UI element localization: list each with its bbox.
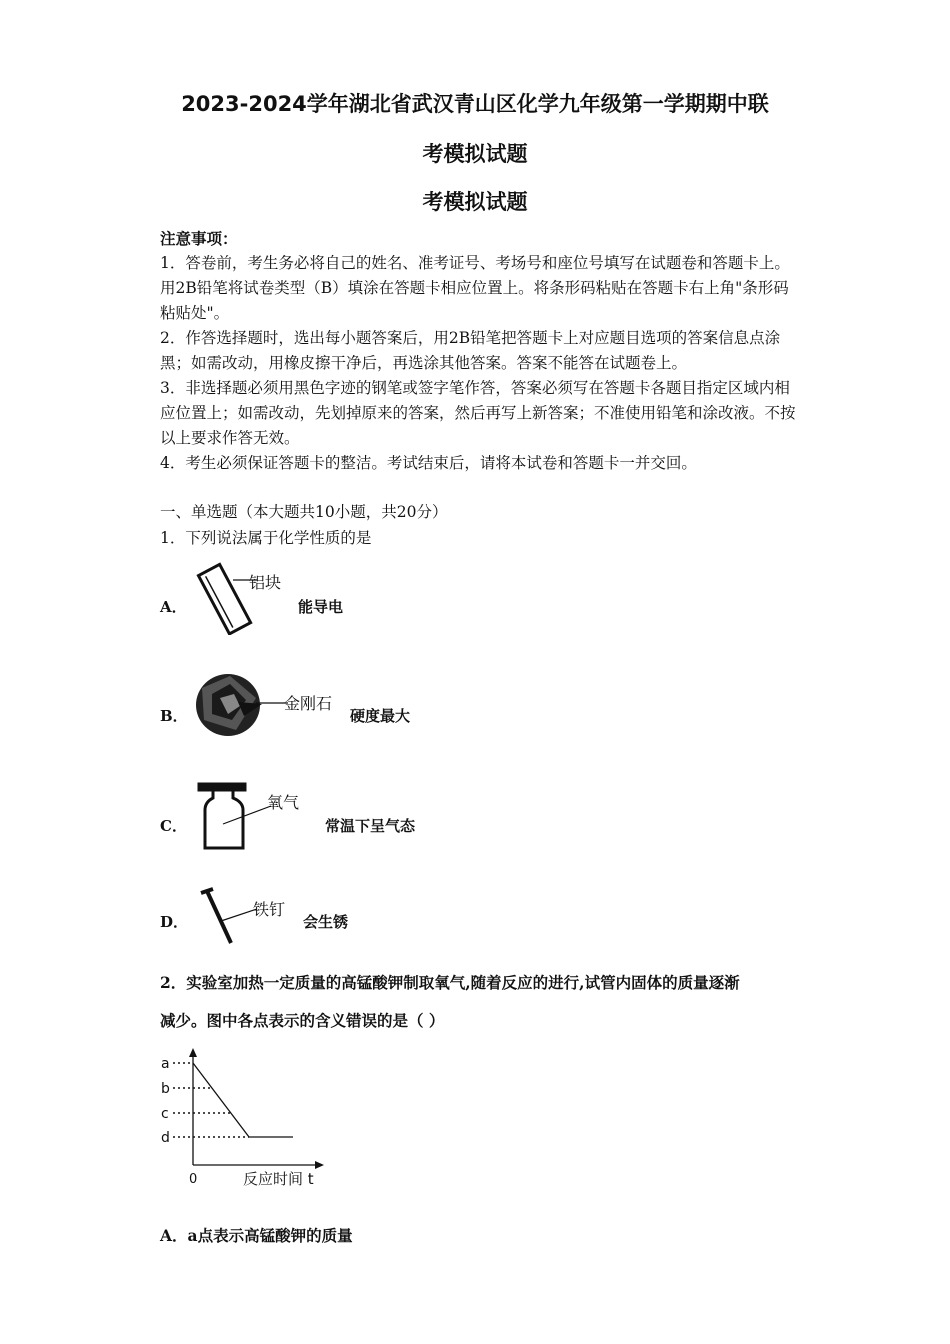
diamond-icon: [196, 674, 262, 736]
option-d-letter: D．: [160, 913, 189, 931]
question-2-line1: 2．实验室加热一定质量的高锰酸钾制取氧气,随着反应的进行,试管内固体的质量逐渐: [160, 973, 740, 992]
option-c-text: 常温下呈气态: [325, 817, 416, 835]
option-b-label: 金刚石: [284, 694, 333, 713]
option-c-letter: C．: [160, 817, 187, 835]
y-label-a: a: [161, 1056, 170, 1072]
x-axis-arrow: [315, 1161, 324, 1169]
section-heading: 一、单选题（本大题共10小题，共20分）: [160, 503, 448, 521]
mass-time-graph: [155, 1045, 345, 1190]
option-b-letter: B．: [160, 707, 188, 725]
option-a-letter: A．: [160, 598, 187, 616]
note-item: 2．作答选择题时，选出每小题答案后，用2B铅笔把答题卡上对应题目选项的答案信息点涂黑；如需改动，用橡皮擦干净后，再选涂其他答案。答案不能答在试题卷上。: [160, 329, 781, 372]
y-label-b: b: [161, 1081, 170, 1097]
note-item: 3．非选择题必须用黑色字迹的钢笔或签字笔作答，答案必须写在答题卡各题目指定区域内相应位置上；如需改动，先划掉原来的答案，然后再写上新答案；不准使用铅笔和涂改液。不按以上要求作答无效。: [160, 379, 796, 447]
question-1-stem: 1．下列说法属于化学性质的是: [160, 529, 372, 547]
origin-label: 0: [189, 1172, 198, 1187]
exam-title-line3: 考模拟试题: [422, 190, 528, 214]
notes-block: [160, 226, 800, 476]
option-d-text: 会生锈: [303, 913, 349, 931]
y-label-c: c: [161, 1106, 169, 1122]
gas-bottle-icon: [199, 784, 245, 848]
y-label-d: d: [161, 1130, 170, 1146]
mass-curve: [193, 1063, 293, 1137]
option-b-text: 硬度最大: [350, 707, 411, 725]
note-item: 4．考生必须保证答题卡的整洁。考试结束后，请将本试卷和答题卡一并交回。: [160, 454, 697, 472]
x-axis-label: 反应时间 t: [243, 1170, 314, 1188]
y-axis-arrow: [189, 1048, 197, 1057]
iron-nail-icon: [201, 889, 231, 943]
option-c-label: 氧气: [267, 793, 300, 812]
diamond-figure: [190, 668, 350, 743]
question-2-option-a: A．a点表示高锰酸钾的质量: [160, 1226, 353, 1245]
exam-title-line1: 2023-2024学年湖北省武汉青山区化学九年级第一学期期中联: [181, 92, 769, 116]
option-a-text: 能导电: [298, 598, 344, 616]
note-item: 1．答卷前，考生务必将自己的姓名、准考证号、考场号和座位号填写在试题卷和答题卡上。用2B铅笔将试卷类型（B）填涂在答题卡相应位置上。将条形码粘贴在答题卡右上角"条形码粘贴处"。: [160, 254, 790, 322]
option-a-label: 铝块: [249, 573, 282, 592]
question-2-line2: 减少。图中各点表示的含义错误的是（ ）: [160, 1011, 445, 1030]
notes-heading: 注意事项：: [160, 229, 238, 248]
exam-title-line2: 考模拟试题: [422, 142, 528, 166]
oxygen-bottle-figure: [195, 780, 320, 855]
question-2-stem: [160, 964, 800, 1040]
aluminium-block-figure: [185, 560, 295, 635]
aluminium-block-icon: [198, 564, 250, 634]
iron-nail-figure: [195, 885, 305, 950]
option-d-label: 铁钉: [253, 900, 286, 919]
